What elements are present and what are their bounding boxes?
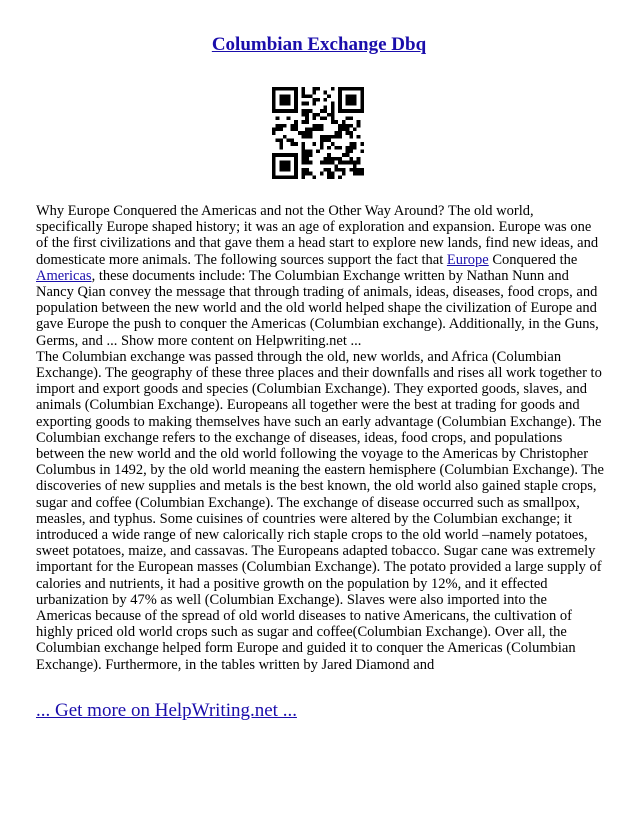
americas-link[interactable]: Americas [36,267,92,284]
article-body [36,203,604,673]
paragraph-2: The Columbian exchange was passed through the old, new worlds, and Africa (Columbian Exchange). The geography of these three places and their downfalls and rises all work together to import and export goods and species (Columbian Exchange). They exported goods, slaves, and animals (Columbian Exchange). Europeans all together were the best at trading for goods and exporting goods to making themselves have such an early advantage (Columbian Exchange). The Columbian exchange refers to the exchange of diseases, ideas, food crops, and populations between the new world and the old world following the voyage to the Americas by Christopher Columbus in 1492, by the old world meaning the eastern hemisphere (Columbian Exchange). The discoveries of new supplies and metals is the best known, the old world also gained staple crops, sugar and coffee (Columbian Exchange). The exchange of disease occurred such as smallpox, measles, and typhus. Some cuisines of countries were altered by the Columbian exchange; it introduced a wide range of new calorically rich staple crops to the old world –namely potatoes, sweet potatoes, maize, and cassavas. The Europeans adapted tobacco. Sugar cane was extremely important for the European masses (Columbian Exchange). The potato provided a large supply of calories and nutrients, it had a positive growth on the population by 12%, and it effected urbanization by 47% as well (Columbian Exchange). Slaves were also imported into the Americas because of the spread of old world diseases to native Americans, the cultivation of highly priced old world crops such as sugar and coffee(Columbian Exchange). Over all, the Columbian exchange helped form Europe and guided it to conquer the Americas (Columbian Exchange). Furthermore, in the tables written by Jared Diamond and [36,348,604,673]
get-more-link[interactable]: ... Get more on HelpWriting.net ... [36,700,297,721]
qr-code-icon [272,87,364,179]
paragraph-1-text-a: Why Europe Conquered the Americas and not the Other Way Around? The old world, specifically Europe shaped history; it was an age of exploration and expansion. Europe was one of the first civilizations and that gave them a head start to explore new lands, find new ideas, and domesticate more animals. The following sources support the fact that [36,203,599,268]
paragraph-1 [36,203,604,349]
paragraph-1-text-c: , these documents include: The Columbian Exchange written by Nathan Nunn and Nancy Qian convey the message that through trading of animals, ideas, diseases, food crops, and population between the new world and the old world helped shape the civilization of Europe and gave Europe the push to conquer the Americas (Columbian exchange). Additionally, in the Guns, Germs, and ... Show more content on Helpwriting.net ... [36,267,599,349]
paragraph-1-text-b: Conquered the [488,251,578,268]
page-title[interactable]: Columbian Exchange Dbq [211,34,427,55]
europe-link[interactable]: Europe [446,251,489,268]
